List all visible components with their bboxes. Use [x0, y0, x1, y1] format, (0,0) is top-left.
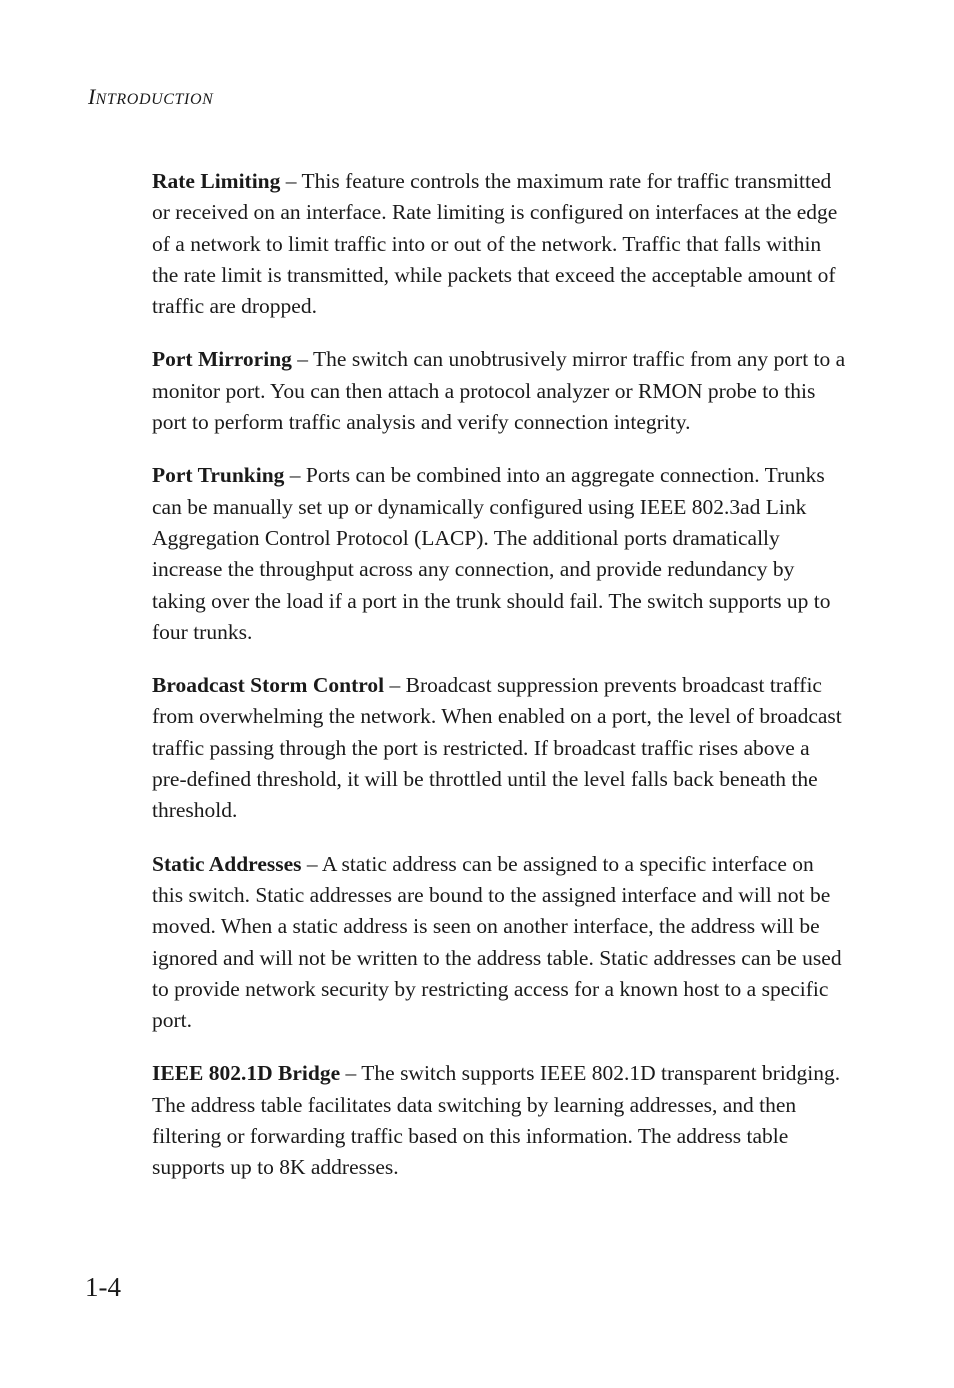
feature-description: – The switch supports IEEE 802.1D transparent bridging. The address table facilitates data switching by learning addresses, and then filtering or forwarding traffic based on this information. The address table supports up to 8K addresses.: [152, 1061, 841, 1180]
feature-list: [152, 166, 846, 1206]
feature-port-trunking: [152, 460, 846, 648]
feature-description: – This feature controls the maximum rate for traffic transmitted or received on an interface. Rate limiting is configured on interfaces at the edge of a network to limit traffic into or out of the network. Traffic that falls within the rate limit is transmitted, while packets that exceed the acceptable amount of traffic are dropped.: [152, 169, 838, 319]
feature-term: Port Trunking: [152, 463, 285, 488]
feature-term: Static Addresses: [152, 851, 302, 876]
header-initial: I: [88, 84, 96, 109]
feature-ieee-bridge: [152, 1058, 846, 1183]
feature-broadcast-storm-control: [152, 670, 846, 826]
header-rest: NTRODUCTION: [95, 91, 214, 108]
feature-port-mirroring: [152, 344, 846, 438]
feature-description: – Ports can be combined into an aggregate connection. Trunks can be manually set up or dynamically configured using IEEE 802.3ad Link Aggregation Control Protocol (LACP). The additional ports dramatically increase the throughput across any connection, and provide redundancy by taking over the load if a port in the trunk should fail. The switch supports up to four trunks.: [152, 463, 831, 644]
page-number: 1-4: [85, 1272, 121, 1302]
feature-term: Port Mirroring: [152, 347, 292, 372]
feature-rate-limiting: [152, 166, 846, 322]
feature-term: Broadcast Storm Control: [152, 673, 385, 698]
feature-term: IEEE 802.1D Bridge: [152, 1061, 341, 1086]
feature-description: – A static address can be assigned to a specific interface on this switch. Static addresses are bound to the assigned interface and will not be moved. When a static address is seen on another interface, the address will be ignored and will not be written to the address table. Static addresses can be used to provide network security by restricting access for a known host to a specific port.: [152, 851, 842, 1033]
feature-term: Rate Limiting: [152, 169, 281, 193]
feature-description: – Broadcast suppression prevents broadcast traffic from overwhelming the network. When enabled on a port, the level of broadcast traffic passing through the port is restricted. If broadcast traffic rises above a pre-defined threshold, it will be throttled until the level falls back beneath the threshold.: [152, 673, 842, 823]
running-header: [88, 84, 213, 110]
feature-description: – The switch can unobtrusively mirror traffic from any port to a monitor port. You can then attach a protocol analyzer or RMON probe to this port to perform traffic analysis and verify connection integrity.: [152, 347, 846, 435]
feature-static-addresses: [152, 849, 846, 1037]
